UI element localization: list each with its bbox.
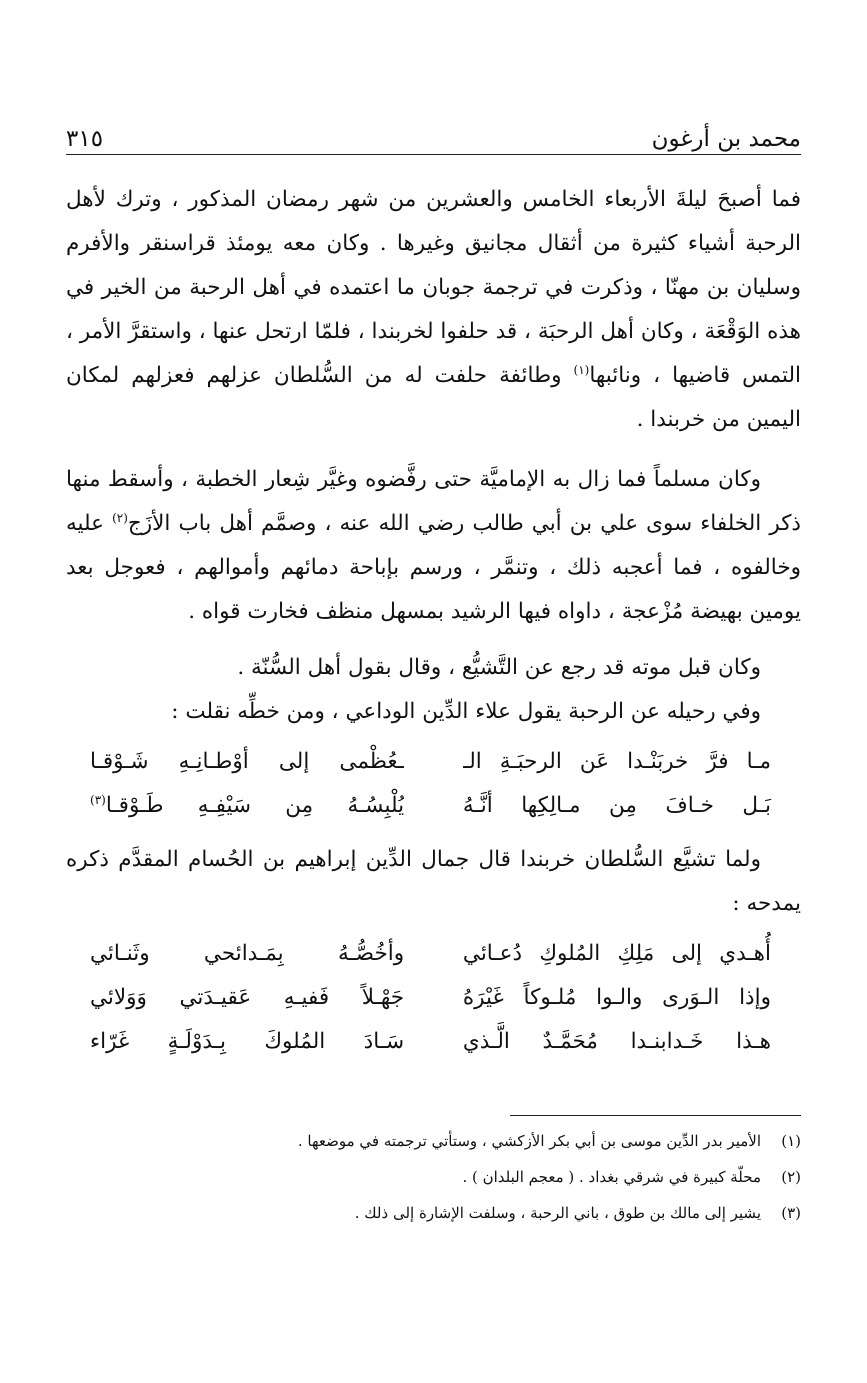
verse-line	[66, 932, 801, 976]
hemistich-first: هـذا خَـدابنـدا مُحَمَّـدٌ الَّـذي	[462, 1029, 771, 1054]
footnote-rule	[510, 1115, 801, 1116]
hemistich-second: جَهْـلاً فَفيـهِ عَقيـدَتي وَوَلائي	[90, 985, 405, 1010]
footnote	[66, 1195, 801, 1231]
hemistich-first: بَـل خـافَ مِن مـالِكِها أنَّـهُ	[462, 793, 771, 818]
hemistich-first: مـا فرَّ خربَنْـدا عَن الرحبَـةِ الـ	[462, 749, 771, 774]
poem	[66, 740, 801, 828]
footnote	[66, 1159, 801, 1195]
paragraph	[66, 178, 801, 442]
footnote-text: محلّة كبيرة في شرقي بغداد . ( معجم البلدان ) .	[462, 1168, 761, 1186]
paragraph: ولما تشيَّع السُّلطان خربندا قال جمال الدِّين إبراهيم بن الحُسام المقدَّم ذكره يمدحه :	[66, 847, 801, 916]
paragraph-text: فما أصبحَ ليلةَ الأربعاء الخامس والعشرين من شهر رمضان المذكور ، وترك لأهل الرحبة أشياء كثيرة من أثقال مجانيق وغيرها . وكان معه يومئذ قراسنقر والأفرم وسليان بن مهنّا ، وذكرت في ترجمة جوبان ما اعتمده في أهل الرحبة من الخير في هذه الوَقْعَة ، وكان أهل الرحبَة ، قد حلفوا لخربندا ، فلمّا ارتحل عنها ، واستقرَّ الأمر ، التمس قاضيها ، ونائبها	[66, 187, 801, 388]
verse-line	[66, 740, 801, 784]
hemistich-first: أُهـدي إلى مَلِكِ المُلوكِ دُعـائي	[462, 941, 771, 966]
footnote-ref: (٢)	[112, 510, 128, 525]
hemistich-second	[66, 784, 404, 828]
paragraph: وفي رحيله عن الرحبة يقول علاء الدِّين الوداعي ، ومن خطِّه نقلت :	[171, 699, 761, 724]
footnote-text: الأمير بدر الدِّين موسى بن أبي بكر الأزكشي ، وستأتي ترجمته في موضعها .	[297, 1132, 761, 1150]
hemistich-second: وأخُصُّـهُ بِمَـدائحي وثَنـائي	[90, 941, 405, 966]
footnote-number: (٣)	[781, 1204, 801, 1222]
running-header	[66, 112, 801, 152]
chapter-title: محمد بن أرغون	[651, 126, 801, 152]
footnote-text: يشير إلى مالك بن طوق ، باني الرحبة ، وسلفت الإشارة إلى ذلك .	[354, 1204, 761, 1222]
page-number: ٣١٥	[66, 126, 104, 152]
paragraph-text: عليه وخالفوه ، فما أعجبه ذلك ، وتنمَّر ، ورسم بإباحة دمائهم وأموالهم ، فعوجل بعد يومين بهيضة مُزْعجة ، داواه فيها الرشيد بمسهل منظف فخارت قواه .	[66, 511, 801, 624]
footnote	[66, 1123, 801, 1159]
footnotes	[66, 1123, 801, 1231]
hemistich-text: يُلْبِسُـهُ مِن سَيْفِـهِ طَـوْقـا	[105, 793, 405, 818]
paragraph: وكان قبل موته قد رجع عن التَّشيُّع ، وقال بقول أهل السُّنّة .	[237, 655, 761, 680]
hemistich-first: وإذا الـوَرى والـوا مُلـوكاً غَيْرَهُ	[462, 985, 771, 1010]
header-rule	[66, 154, 801, 155]
footnote-number: (٢)	[781, 1168, 801, 1186]
hemistich-second: ـعُظْمى إلى أوْطـانِـهِ شَـوْقـا	[90, 749, 405, 774]
verse-line	[66, 784, 801, 828]
paragraph-text: وكان مسلماً فما زال به الإماميَّة حتى رفَّضوه وغيَّر شِعار الخطبة ، وأسقط منها ذكر الخلفاء سوى علي بن أبي طالب رضي الله عنه ، وصمَّم أهل باب الأزَج	[66, 467, 802, 536]
footnote-ref: (٣)	[90, 792, 106, 807]
footnote-ref: (١)	[573, 362, 590, 377]
verse-line	[66, 1020, 801, 1064]
main-text	[66, 178, 801, 1074]
hemistich-second: سَـادَ المُلوكَ بِـدَوْلَـةٍ غَرّاء	[90, 1029, 405, 1054]
poem	[66, 932, 801, 1064]
verse-line	[66, 976, 801, 1020]
paragraph-text: وطائفة حلفت له من السُّلطان عزلهم فعزلهم لمكان اليمين من خربندا .	[66, 363, 801, 432]
footnote-number: (١)	[781, 1132, 801, 1150]
paragraph	[66, 458, 801, 634]
